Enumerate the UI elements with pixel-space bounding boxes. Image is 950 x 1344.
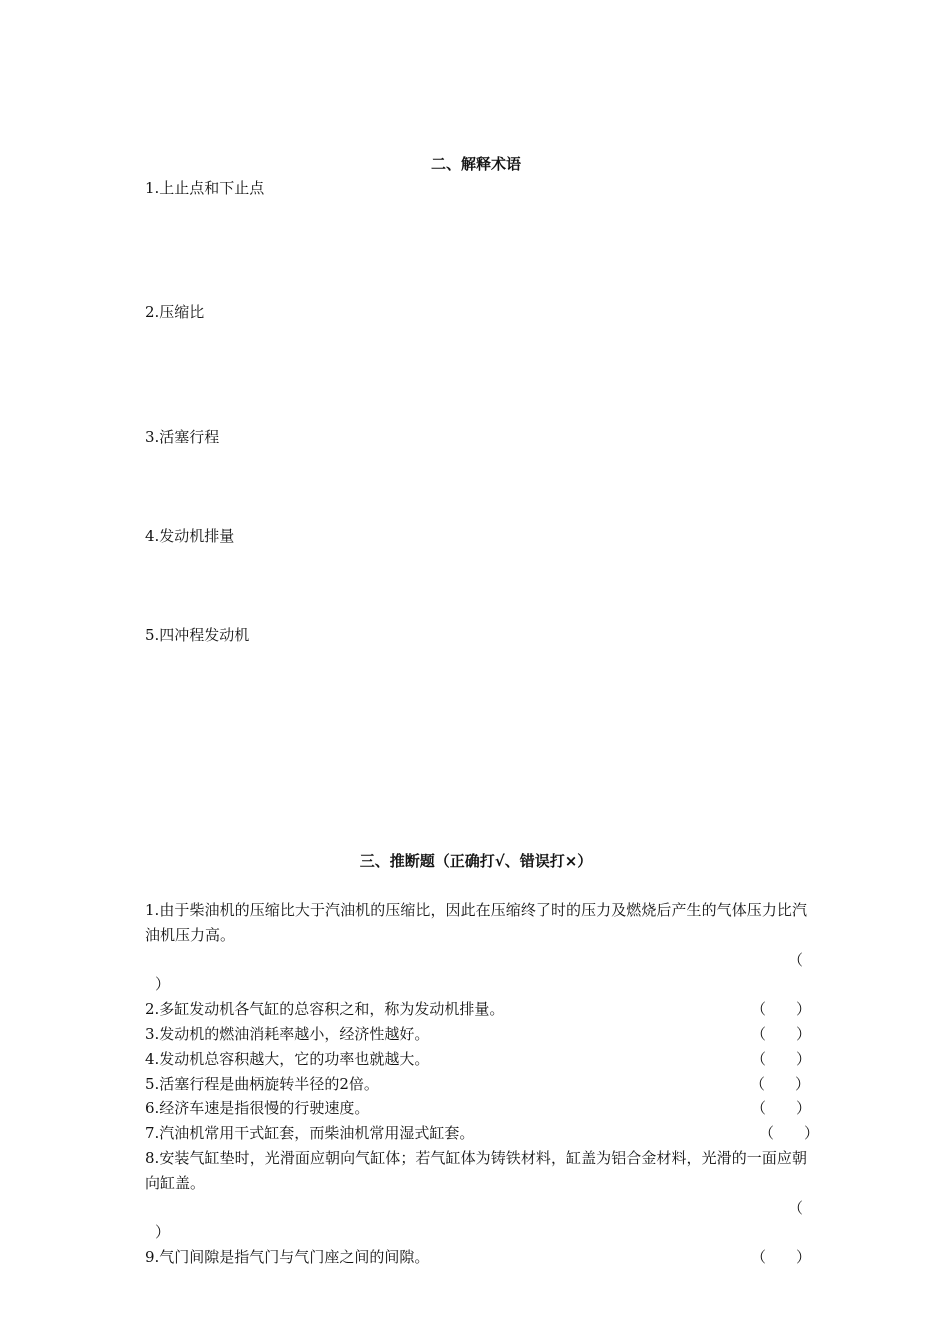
question-item <box>145 1047 812 1072</box>
question-text: 2.多缸发动机各气缸的总容积之和，称为发动机排量。 <box>145 1000 505 1019</box>
answer-close-paren[interactable]: ） <box>155 975 171 994</box>
answer-blank[interactable]: （ ） <box>751 1000 812 1019</box>
question-item <box>145 1245 812 1270</box>
answer-blank[interactable]: （ ） <box>751 1248 812 1267</box>
question-text: 9.气门间隙是指气门与气门座之间的间隙。 <box>145 1248 430 1267</box>
question-text: 1.由于柴油机的压缩比大于汽油机的压缩比，因此在压缩终了时的压力及燃烧后产生的气体压力比汽油机压力高。 <box>145 901 807 944</box>
question-text: 5.活塞行程是曲柄旋转半径的2倍。 <box>145 1074 379 1093</box>
section-2-heading: 二、解释术语 <box>430 155 521 173</box>
answer-blank[interactable]: （ ） <box>751 1099 812 1118</box>
term-item: 5.四冲程发动机 <box>145 626 250 644</box>
question-item <box>145 898 807 997</box>
answer-open-paren[interactable]: （ <box>787 950 803 969</box>
question-item <box>145 1121 820 1146</box>
answer-blank[interactable]: （ ） <box>750 1074 811 1093</box>
question-text: 7.汽油机常用干式缸套，而柴油机常用湿式缸套。 <box>145 1124 475 1143</box>
answer-close-paren[interactable]: ） <box>155 1223 171 1242</box>
question-item <box>145 997 812 1022</box>
answer-blank[interactable]: （ ） <box>751 1049 812 1068</box>
question-text: 6.经济车速是指很慢的行驶速度。 <box>145 1099 370 1118</box>
question-text: 8.安装气缸垫时，光滑面应朝向气缸体；若气缸体为铸铁材料，缸盖为铝合金材料，光滑的一面应朝向缸盖。 <box>145 1148 807 1192</box>
question-item <box>145 1072 811 1097</box>
question-text: 4.发动机总容积越大，它的功率也就越大。 <box>145 1049 430 1068</box>
judgement-question-list <box>145 898 820 1270</box>
question-item <box>145 1096 812 1121</box>
question-text: 3.发动机的燃油消耗率越小，经济性越好。 <box>145 1024 430 1043</box>
term-item: 3.活塞行程 <box>145 428 220 446</box>
term-item: 1.上止点和下止点 <box>145 179 265 197</box>
answer-open-paren[interactable]: （ <box>787 1198 803 1217</box>
term-item: 2.压缩比 <box>145 303 205 321</box>
question-item <box>145 1146 807 1245</box>
term-item: 4.发动机排量 <box>145 527 235 545</box>
question-item <box>145 1022 812 1047</box>
answer-blank[interactable]: （ ） <box>759 1124 820 1143</box>
section-3-heading: 三、推断题（正确打√、错误打×） <box>359 852 593 870</box>
answer-blank[interactable]: （ ） <box>751 1024 812 1043</box>
